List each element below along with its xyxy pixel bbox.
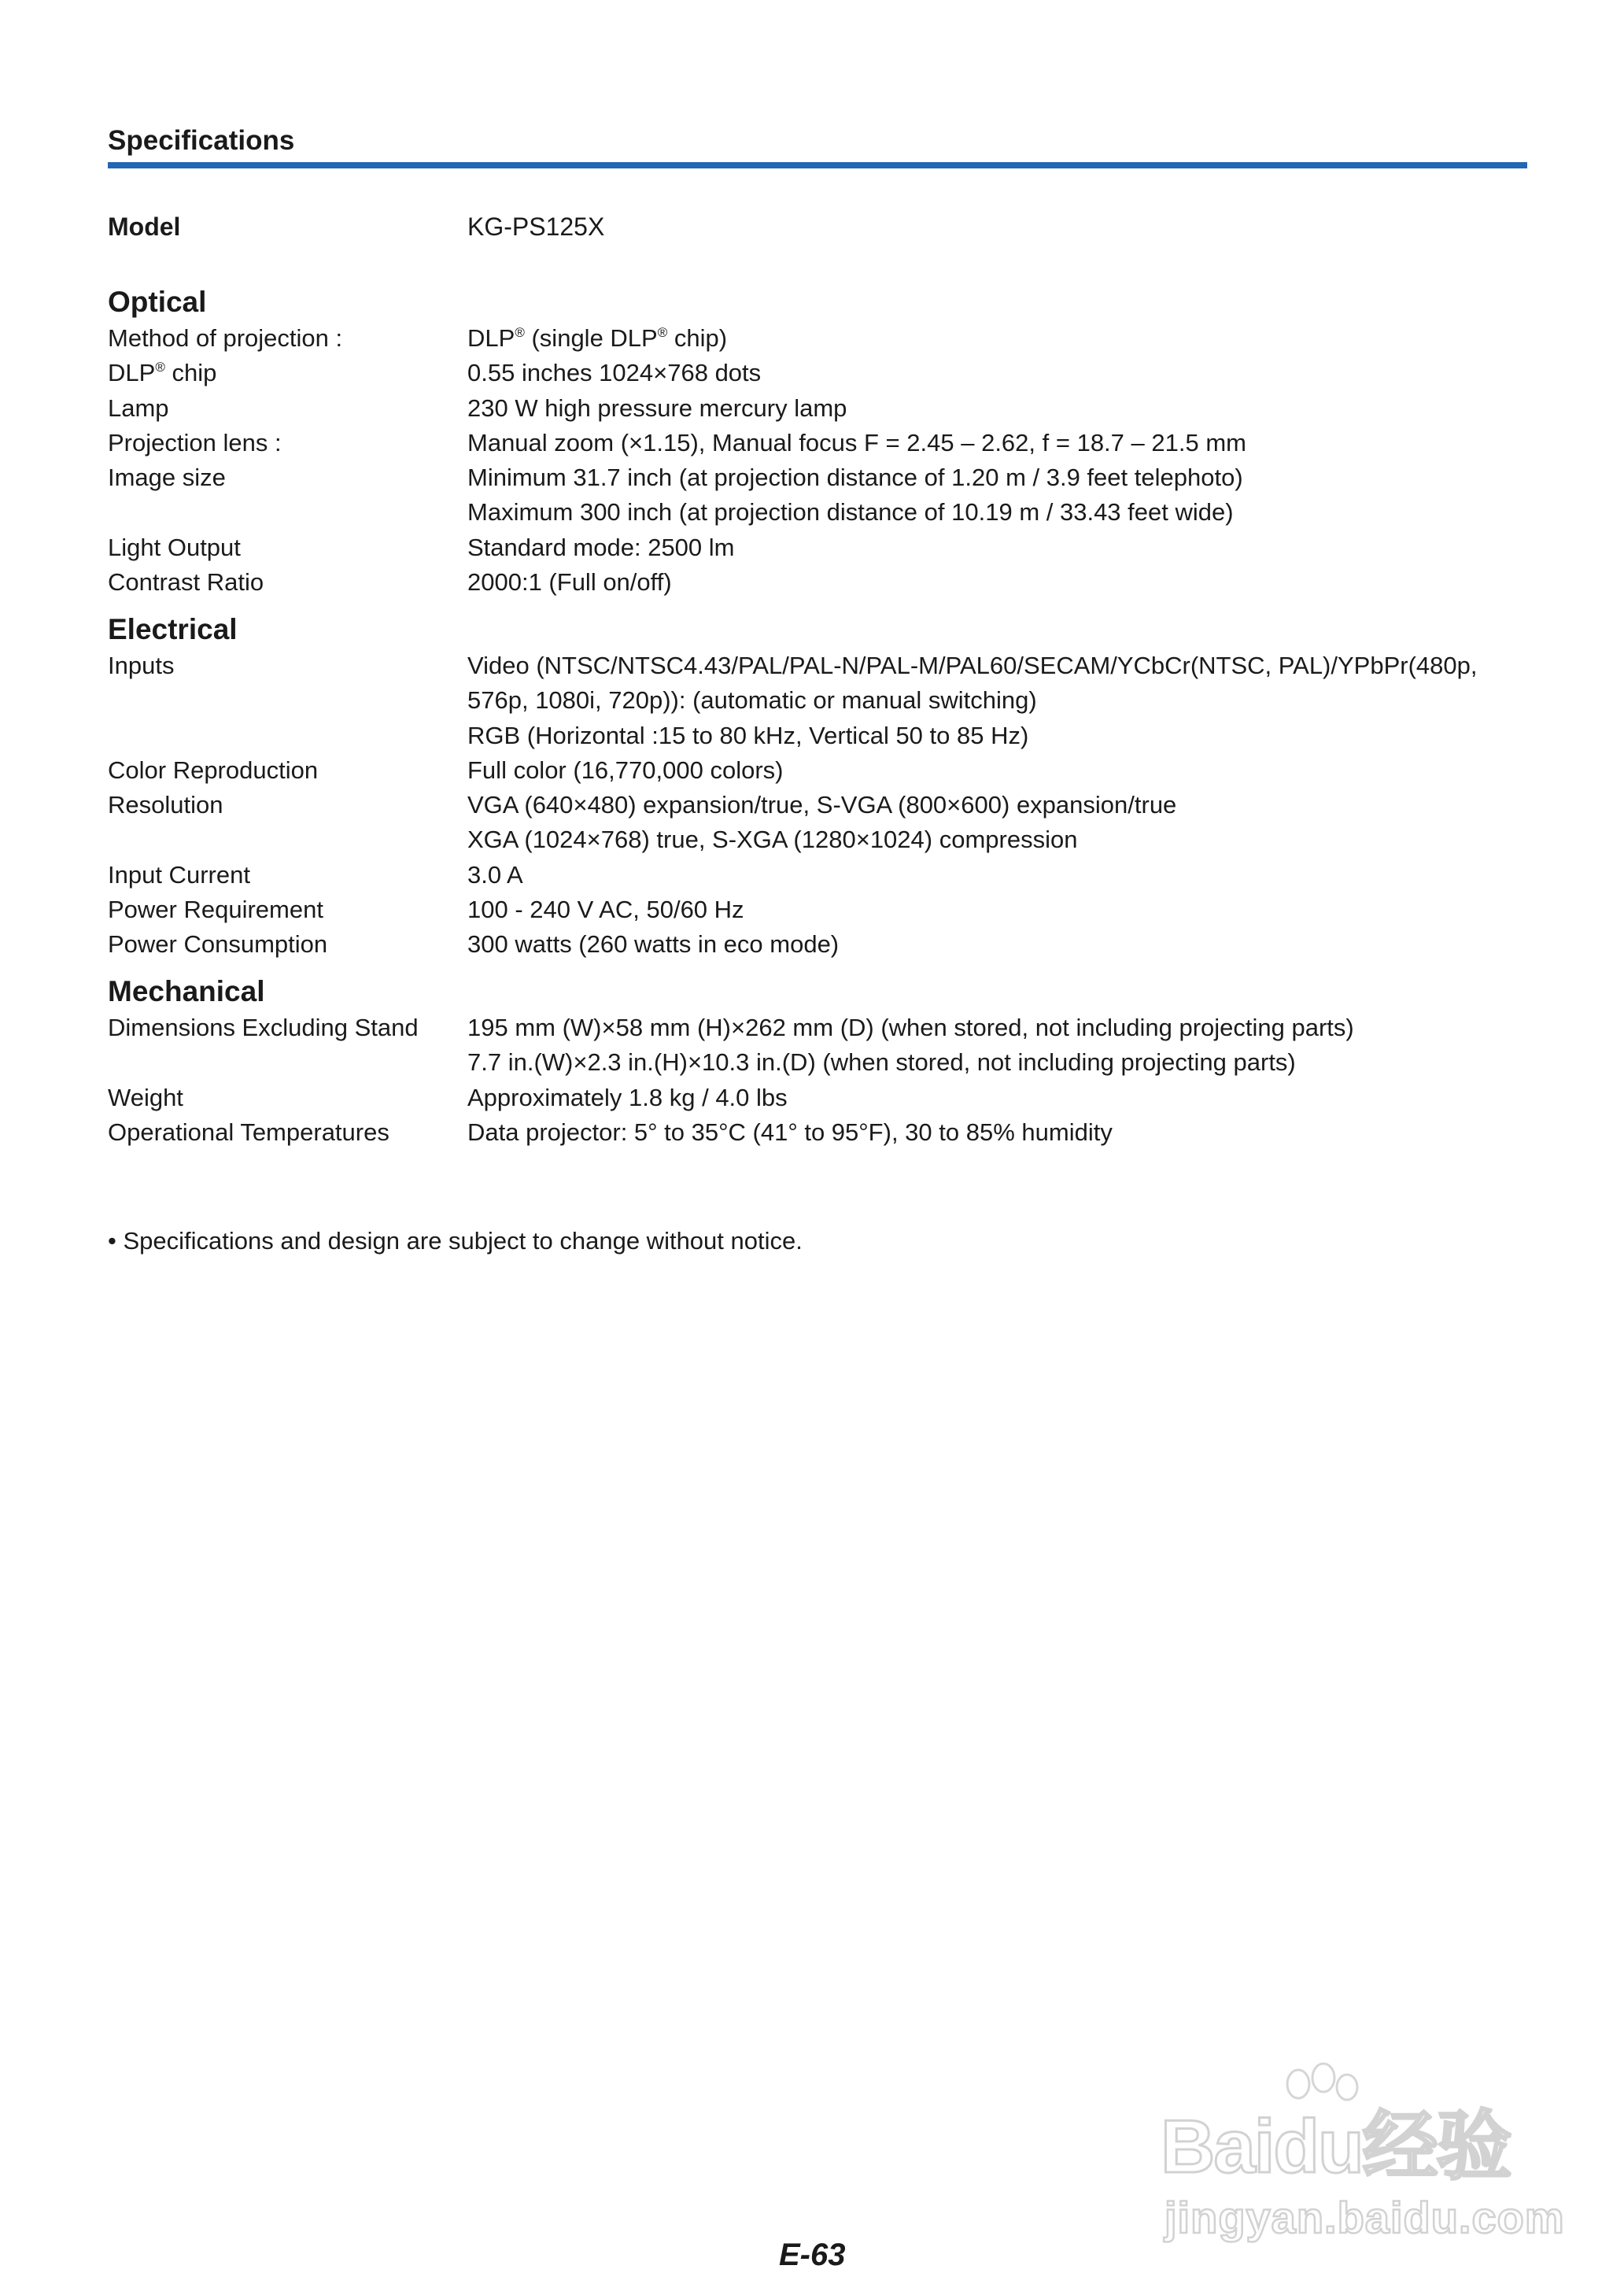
spec-label: DLP® chip: [108, 359, 217, 387]
section-title-electrical: Electrical: [108, 613, 238, 645]
section-title-optical: Optical: [108, 286, 207, 318]
spec-value: Data projector: 5° to 35°C (41° to 95°F), 30 to 85% humidity: [467, 1118, 1113, 1146]
spec-value: 195 mm (W)×58 mm (H)×262 mm (D) (when stored, not including projecting parts): [467, 1014, 1354, 1041]
spec-value: Approximately 1.8 kg / 4.0 lbs: [467, 1083, 788, 1111]
spec-row: [108, 893, 1532, 927]
spec-value: RGB (Horizontal :15 to 80 kHz, Vertical 50 to 85 Hz): [467, 721, 1029, 749]
spec-label: Color Reproduction: [108, 756, 319, 784]
spec-row: [108, 1011, 1532, 1081]
page-title: Specifications: [108, 125, 295, 156]
spec-row: [108, 1115, 1532, 1150]
spec-value: Minimum 31.7 inch (at projection distance of 1.20 m / 3.9 feet telephoto): [467, 464, 1243, 492]
model-value: KG-PS125X: [467, 213, 605, 241]
spec-label: Power Consumption: [108, 930, 328, 959]
spec-label: Operational Temperatures: [108, 1118, 389, 1146]
spec-row: [108, 321, 1532, 356]
spec-row: [108, 530, 1532, 565]
spec-row: [108, 356, 1532, 390]
spec-value: 2000:1 (Full on/off): [467, 568, 672, 597]
watermark-logo: Baidu经验: [1161, 2105, 1511, 2189]
spec-row: [108, 753, 1532, 788]
spec-row: [108, 460, 1532, 530]
spec-value: Full color (16,770,000 colors): [467, 756, 784, 784]
spec-row: [108, 565, 1532, 600]
spec-value: 100 - 240 V AC, 50/60 Hz: [467, 896, 744, 924]
section-electrical: [108, 612, 1532, 963]
spec-value: 300 watts (260 watts in eco mode): [467, 930, 840, 959]
spec-row: [108, 927, 1532, 962]
spec-label: Contrast Ratio: [108, 568, 264, 597]
spec-row: [108, 1081, 1532, 1115]
spec-value: Video (NTSC/NTSC4.43/PAL/PAL-N/PAL-M/PAL60/SECAM/YCbCr(NTSC, PAL)/YPbPr(480p,: [467, 652, 1478, 679]
page-number: E-63: [779, 2238, 846, 2272]
model-label: Model: [108, 213, 181, 241]
spec-value: 576p, 1080i, 720p)): (automatic or manual switching): [467, 686, 1037, 715]
spec-row: [108, 391, 1532, 426]
watermark-url: jingyan.baidu.com: [1164, 2193, 1565, 2242]
section-mechanical: [108, 974, 1532, 1150]
spec-value: 7.7 in.(W)×2.3 in.(H)×10.3 in.(D) (when stored, not including projecting parts): [467, 1048, 1296, 1077]
spec-label: Projection lens :: [108, 428, 282, 456]
spec-label: Light Output: [108, 533, 241, 561]
spec-label: Power Requirement: [108, 896, 323, 924]
model-row: [108, 209, 1532, 244]
spec-row: [108, 649, 1532, 753]
spec-value: Maximum 300 inch (at projection distance of 10.19 m / 33.43 feet wide): [467, 498, 1234, 527]
spec-row: [108, 426, 1532, 460]
spec-value: Manual zoom (×1.15), Manual focus F = 2.45 – 2.62, f = 18.7 – 21.5 mm: [467, 428, 1246, 456]
spec-label: Method of projection :: [108, 324, 343, 352]
spec-label: Inputs: [108, 652, 175, 679]
spec-value: VGA (640×480) expansion/true, S-VGA (800×600) expansion/true: [467, 791, 1177, 819]
spec-value: Standard mode: 2500 lm: [467, 533, 735, 561]
spec-label: Input Current: [108, 860, 250, 889]
section-optical: [108, 285, 1532, 600]
spec-label: Resolution: [108, 791, 223, 819]
spec-row: [108, 858, 1532, 893]
title-rule: [108, 162, 1527, 168]
spec-label: Dimensions Excluding Stand: [108, 1014, 419, 1041]
spec-value: 3.0 A: [467, 860, 523, 889]
spec-label: Weight: [108, 1083, 183, 1111]
disclaimer-note: • Specifications and design are subject to change without notice.: [108, 1227, 803, 1255]
spec-value: DLP® (single DLP® chip): [467, 324, 728, 352]
spec-label: Image size: [108, 464, 226, 492]
spec-label: Lamp: [108, 394, 169, 422]
spec-value: 230 W high pressure mercury lamp: [467, 394, 847, 422]
spec-value: XGA (1024×768) true, S-XGA (1280×1024) compression: [467, 826, 1078, 854]
spec-value: 0.55 inches 1024×768 dots: [467, 359, 762, 387]
spec-row: [108, 788, 1532, 858]
section-title-mechanical: Mechanical: [108, 975, 265, 1007]
